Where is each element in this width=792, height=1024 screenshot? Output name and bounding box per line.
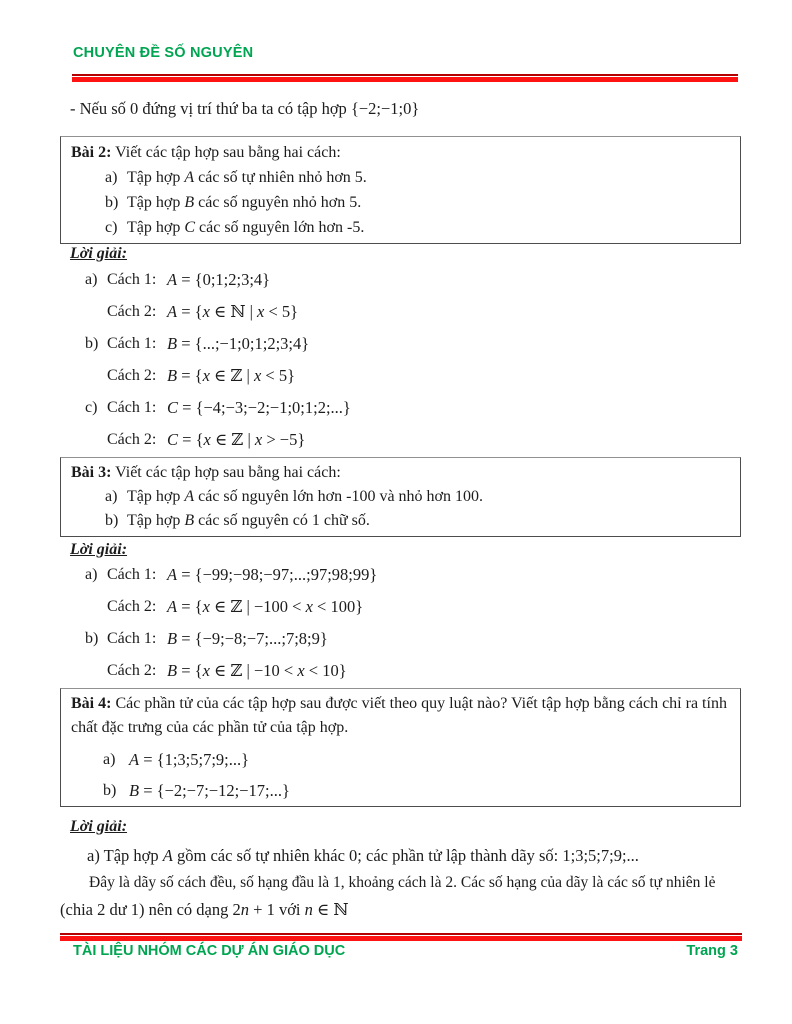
bai4-solution-paragraph bbox=[60, 842, 766, 923]
row-marker: a) bbox=[85, 271, 98, 288]
cach-label: Cách 2: bbox=[107, 303, 157, 320]
item-marker: a) bbox=[103, 751, 116, 768]
solution-row bbox=[60, 332, 741, 356]
math-expression: A = {x ∈ ℤ | −100 < x < 100} bbox=[167, 597, 364, 616]
row-marker bbox=[85, 595, 107, 619]
bai3-box bbox=[60, 457, 741, 537]
item-marker: b) bbox=[105, 512, 119, 529]
bai4-title-text: Các phần tử của các tập hợp sau được viết theo quy luật nào? Viết tập hợp bằng cách chỉ ra tính chất đặc trưng của các phần tử của tập hợp. bbox=[71, 695, 727, 736]
row-marker: b) bbox=[85, 335, 99, 352]
bai2-item-a bbox=[71, 165, 730, 190]
solution-row bbox=[60, 396, 741, 420]
solution-heading-2: Lời giải: bbox=[70, 541, 128, 558]
bai2-exercise-label: Bài 2: bbox=[71, 144, 112, 161]
item-marker: b) bbox=[103, 782, 117, 799]
row-marker bbox=[85, 659, 107, 683]
bai2-item-b bbox=[71, 190, 730, 215]
bai4-title bbox=[71, 692, 730, 740]
solution-line: (chia 2 dư 1) nên có dạng 2n + 1 với n ∈ ℕ bbox=[60, 900, 349, 919]
header-rule-thick-line bbox=[72, 77, 738, 82]
bai3-item-b bbox=[71, 509, 730, 533]
row-marker: a) bbox=[85, 566, 98, 583]
bai2-box bbox=[60, 136, 741, 244]
bai2-item-c bbox=[71, 215, 730, 240]
row-marker bbox=[85, 428, 107, 452]
solution-row bbox=[60, 595, 741, 619]
solution-line: Đây là dãy số cách đều, số hạng đầu là 1, khoảng cách là 2. Các số hạng của dãy là các số tự nhiên lẻ bbox=[89, 874, 716, 891]
solution-row bbox=[60, 563, 741, 587]
math-expression: B = {...;−1;0;1;2;3;4} bbox=[167, 334, 310, 353]
page-footer bbox=[73, 943, 738, 959]
solution-heading-1: Lời giải: bbox=[70, 245, 128, 262]
row-marker: b) bbox=[85, 630, 99, 647]
cach-label: Cách 1: bbox=[107, 271, 157, 288]
solution-row bbox=[60, 428, 741, 452]
header-rule bbox=[72, 74, 738, 82]
solution-row bbox=[60, 364, 741, 388]
cach-label: Cách 2: bbox=[107, 431, 157, 448]
bai2-title bbox=[71, 140, 730, 165]
bai3-title bbox=[71, 461, 730, 485]
bai2-title-text: Viết các tập hợp sau bằng hai cách: bbox=[111, 144, 341, 161]
bai3-solution bbox=[60, 563, 741, 691]
math-expression: B = {x ∈ ℤ | x < 5} bbox=[167, 366, 296, 385]
cach-label: Cách 2: bbox=[107, 367, 157, 384]
solution-row bbox=[60, 268, 741, 292]
row-marker: c) bbox=[85, 399, 98, 416]
math-expression: C = {x ∈ ℤ | x > −5} bbox=[167, 430, 306, 449]
bai4-exercise-label: Bài 4: bbox=[71, 695, 112, 712]
intro-line: - Nếu số 0 đứng vị trí thứ ba ta có tập hợp {−2;−1;0} bbox=[70, 99, 420, 118]
row-marker bbox=[85, 300, 107, 324]
footer-rule bbox=[60, 933, 742, 941]
bai4-item-b bbox=[71, 779, 730, 803]
math-expression: A = {−99;−98;−97;...;97;98;99} bbox=[167, 565, 378, 584]
cach-label: Cách 1: bbox=[107, 630, 157, 647]
math-expression: B = {−9;−8;−7;...;7;8;9} bbox=[167, 629, 328, 648]
footer-rule-thick-line bbox=[60, 936, 742, 941]
item-text: Tập hợp C các số nguyên lớn hơn -5. bbox=[127, 219, 365, 236]
cach-label: Cách 1: bbox=[107, 399, 157, 416]
item-marker: a) bbox=[105, 488, 118, 505]
item-marker: a) bbox=[105, 169, 118, 186]
footer-document-title: TÀI LIỆU NHÓM CÁC DỰ ÁN GIÁO DỤC bbox=[73, 943, 346, 959]
math-expression: B = {−2;−7;−12;−17;...} bbox=[129, 781, 290, 800]
math-expression: A = {1;3;5;7;9;...} bbox=[129, 750, 250, 769]
math-expression: A = {0;1;2;3;4} bbox=[167, 270, 271, 289]
math-variable: A bbox=[184, 488, 195, 505]
bai3-exercise-label: Bài 3: bbox=[71, 464, 112, 481]
math-variable: B bbox=[184, 194, 195, 211]
math-expression: C = {−4;−3;−2;−1;0;1;2;...} bbox=[167, 398, 351, 417]
math-variable: C bbox=[184, 219, 196, 236]
math-expression: A = {x ∈ ℕ | x < 5} bbox=[167, 302, 299, 321]
item-text: Tập hợp A các số nguyên lớn hơn -100 và nhỏ hơn 100. bbox=[127, 488, 484, 505]
math-expression: B = {x ∈ ℤ | −10 < x < 10} bbox=[167, 661, 347, 680]
math-variable: A bbox=[184, 169, 195, 186]
solution-line: a) Tập hợp A gồm các số tự nhiên khác 0; các phần tử lập thành dãy số: 1;3;5;7;9;... bbox=[87, 846, 639, 865]
bai3-item-a bbox=[71, 485, 730, 509]
footer-page-number: Trang 3 bbox=[686, 943, 738, 959]
cach-label: Cách 1: bbox=[107, 566, 157, 583]
solution-heading-3: Lời giải: bbox=[70, 818, 128, 835]
item-text: Tập hợp A các số tự nhiên nhỏ hơn 5. bbox=[127, 169, 367, 186]
cach-label: Cách 1: bbox=[107, 335, 157, 352]
bai2-solution bbox=[60, 268, 741, 460]
bai4-item-a bbox=[71, 748, 730, 772]
solution-row bbox=[60, 627, 741, 651]
bai3-title-text: Viết các tập hợp sau bằng hai cách: bbox=[111, 464, 341, 481]
bai4-box bbox=[60, 688, 741, 807]
math-variable: B bbox=[184, 512, 195, 529]
item-text: Tập hợp B các số nguyên có 1 chữ số. bbox=[127, 512, 370, 529]
cach-label: Cách 2: bbox=[107, 662, 157, 679]
page-header-title: CHUYÊN ĐỀ SỐ NGUYÊN bbox=[73, 45, 254, 61]
item-marker: c) bbox=[105, 219, 118, 236]
item-marker: b) bbox=[105, 194, 119, 211]
solution-row bbox=[60, 300, 741, 324]
item-text: Tập hợp B các số nguyên nhỏ hơn 5. bbox=[127, 194, 362, 211]
cach-label: Cách 2: bbox=[107, 598, 157, 615]
row-marker bbox=[85, 364, 107, 388]
solution-row bbox=[60, 659, 741, 683]
